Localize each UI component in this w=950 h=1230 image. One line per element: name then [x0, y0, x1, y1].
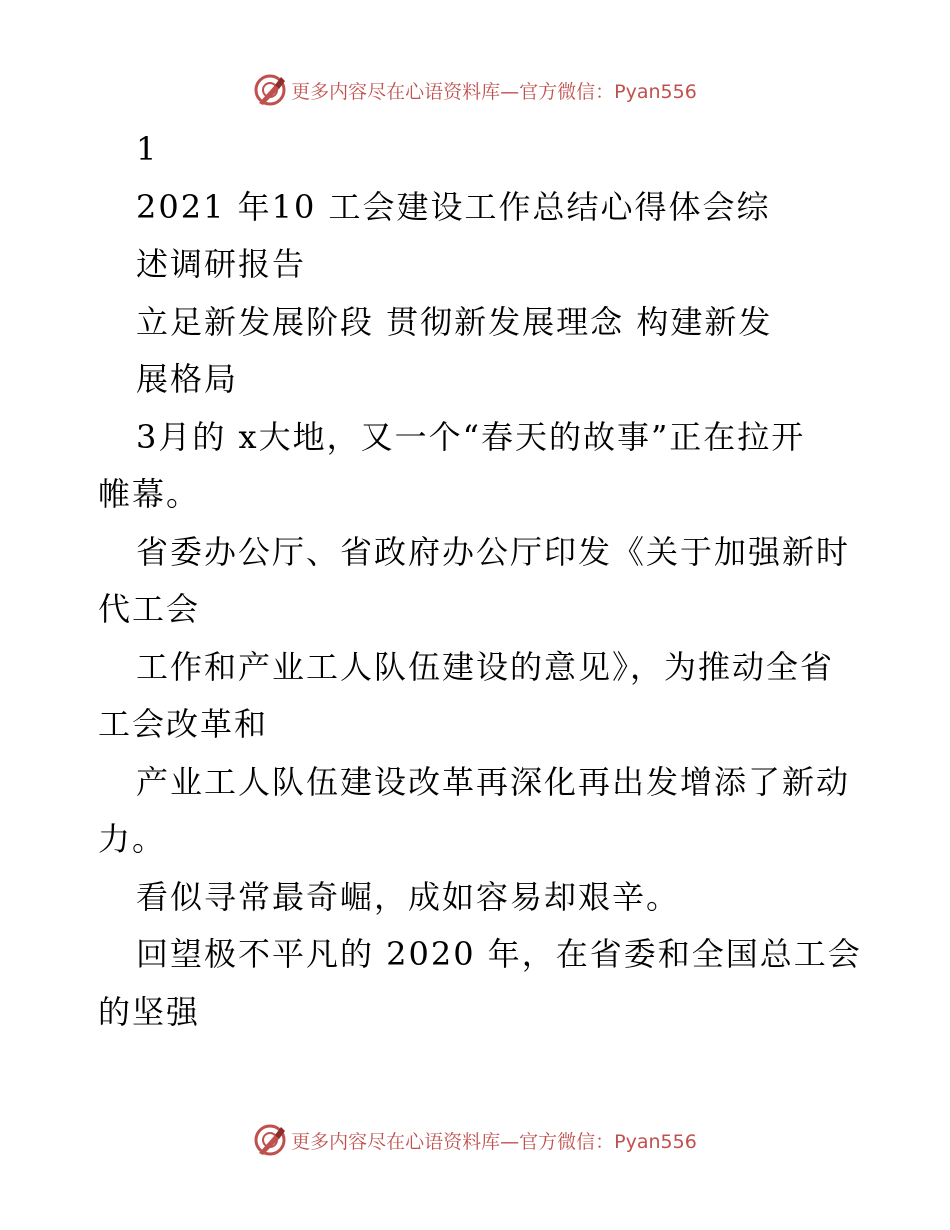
body-line: 回望极不平凡的 2020 年，在省委和全国总工会	[136, 935, 862, 973]
header-banner-wechat: 官方微信：Pyan556	[519, 80, 697, 103]
body-line: 的坚强	[98, 992, 201, 1031]
body-line: 1	[136, 130, 159, 168]
body-line: 展格局	[136, 360, 239, 398]
header-banner-title: 更多内容尽在心语资料库	[291, 80, 501, 103]
footer-banner-separator: —	[500, 1130, 520, 1153]
body-line: 省委办公厅、省政府办公厅印发《关于加强新时	[136, 532, 851, 571]
body-line: 产业工人队伍建设改革再深化再出发增添了新动	[136, 762, 851, 801]
header-banner-text	[291, 77, 697, 104]
pen-logo-icon	[253, 1123, 287, 1157]
body-line: 述调研报告	[136, 245, 307, 283]
body-line: 2021 年10 工会建设工作总结心得体会综	[136, 187, 771, 226]
footer-banner-text	[291, 1127, 697, 1154]
body-line: 帷幕。	[98, 475, 201, 513]
body-line: 代工会	[98, 590, 201, 628]
body-line: 力。	[98, 820, 167, 858]
footer-banner	[0, 1120, 950, 1160]
pen-logo-icon	[253, 73, 287, 107]
body-line: 3月的 x大地，又一个“春天的故事”正在拉开	[136, 417, 806, 456]
header-banner	[0, 70, 950, 110]
footer-banner-title: 更多内容尽在心语资料库	[291, 1130, 501, 1153]
body-line: 工会改革和	[98, 705, 269, 743]
body-line: 看似寻常最奇崛，成如容易却艰辛。	[136, 877, 681, 916]
body-line: 立足新发展阶段 贯彻新发展理念 构建新发	[136, 302, 773, 341]
header-banner-separator: —	[500, 80, 520, 103]
document-body	[98, 121, 862, 1041]
footer-banner-wechat: 官方微信：Pyan556	[519, 1130, 697, 1153]
body-line: 工作和产业工人队伍建设的意见》，为推动全省	[136, 647, 835, 686]
